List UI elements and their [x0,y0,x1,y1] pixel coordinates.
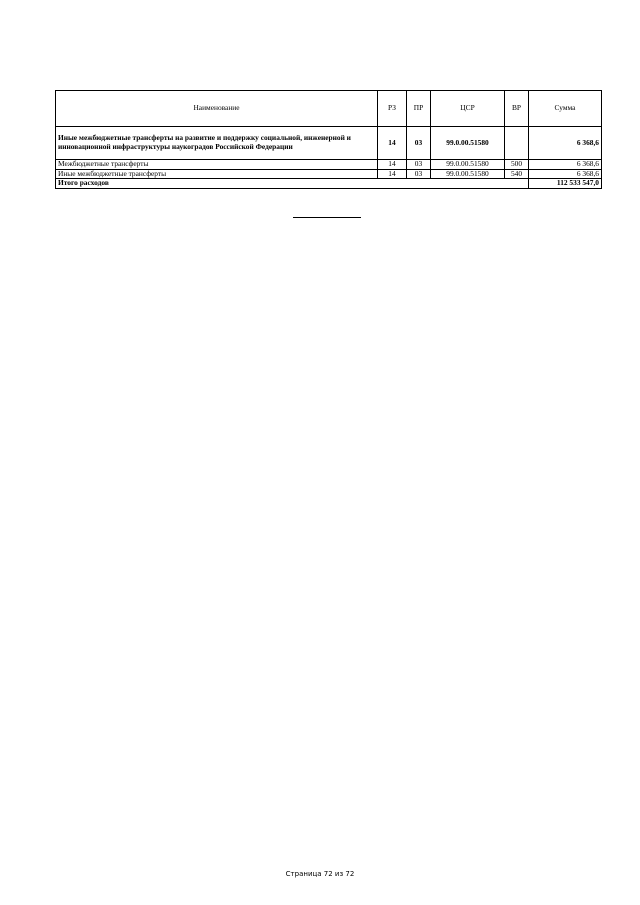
expenditure-table [55,90,602,189]
table-row [56,169,602,179]
header-vr: ВР [505,91,529,127]
row-name: Иные межбюджетные трансферты на развитие и поддержку социальной, инженерной и инновационной инфраструктуры наукоградов Российской Федерации [56,127,378,160]
row-vr: 500 [505,160,529,170]
header-csr: ЦСР [431,91,505,127]
header-pr: ПР [407,91,431,127]
row-pr: 03 [407,127,431,160]
table-row [56,160,602,170]
header-rz: РЗ [378,91,407,127]
total-blank-cell [378,179,407,189]
header-sum: Сумма [529,91,602,127]
row-rz: 14 [378,160,407,170]
table-row [56,127,602,160]
row-csr: 99.0.00.51580 [431,169,505,179]
row-name: Межбюджетные трансферты [56,160,378,170]
total-blank-cell [505,179,529,189]
row-rz: 14 [378,127,407,160]
total-row [56,179,602,189]
row-csr: 99.0.00.51580 [431,160,505,170]
total-sum: 112 533 547,0 [529,179,602,189]
row-vr: 540 [505,169,529,179]
row-sum: 6 368,6 [529,169,602,179]
row-csr: 99.0.00.51580 [431,127,505,160]
row-name: Иные межбюджетные трансферты [56,169,378,179]
total-label: Итого расходов [56,179,378,189]
row-sum: 6 368,6 [529,127,602,160]
row-pr: 03 [407,160,431,170]
end-of-document-divider [293,217,361,218]
total-blank-cell [431,179,505,189]
header-name: Наименование [56,91,378,127]
table-header-row [56,91,602,127]
row-rz: 14 [378,169,407,179]
row-vr [505,127,529,160]
row-pr: 03 [407,169,431,179]
page-number: Страница 72 из 72 [285,870,355,878]
total-blank-cell [407,179,431,189]
row-sum: 6 368,6 [529,160,602,170]
